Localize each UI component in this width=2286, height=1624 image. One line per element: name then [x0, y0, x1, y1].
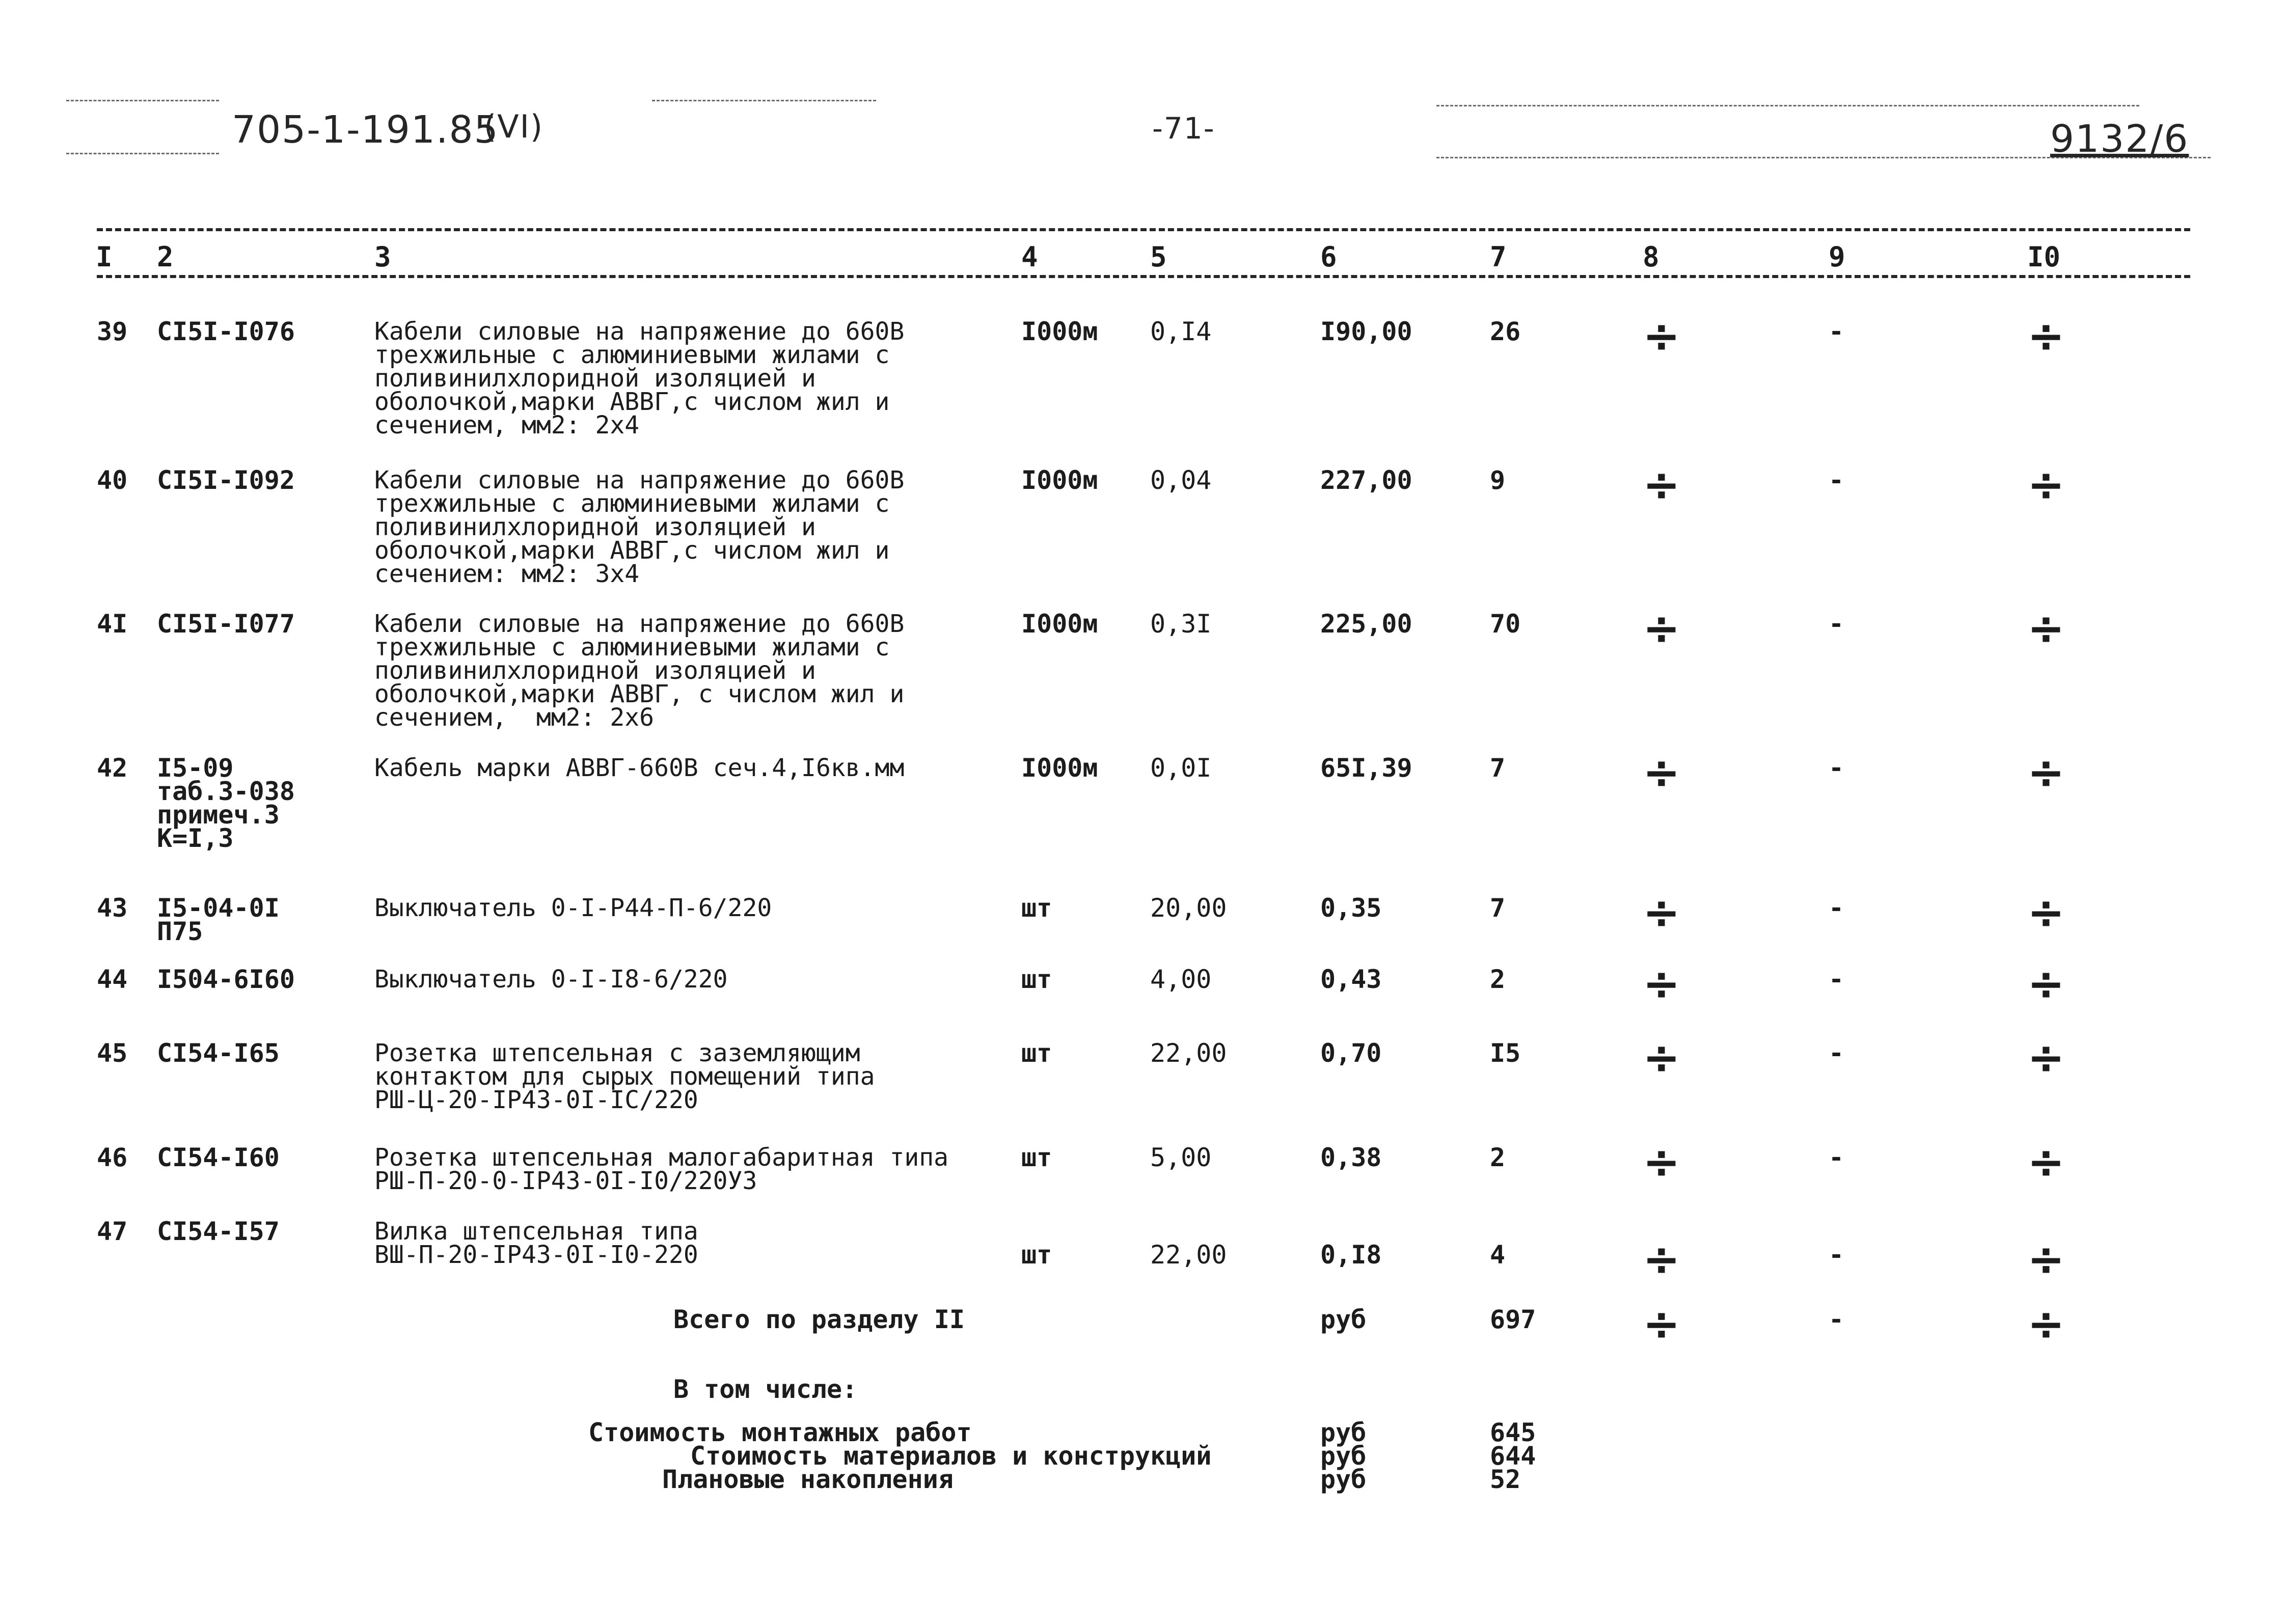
unit-price: 0,I8 — [1320, 1240, 1382, 1270]
col9-value: - — [1829, 1143, 1844, 1172]
col9-value: - — [1829, 965, 1844, 994]
col10-value: ÷ — [2027, 886, 2065, 939]
col9-value: - — [1829, 317, 1844, 346]
row-number: 39 — [97, 317, 128, 346]
total-cost: 2 — [1490, 965, 1506, 994]
item-description: Вилка штепсельная типа ВШ-П-20-IР43-0I-I0-220 — [374, 1217, 698, 1269]
section-total-unit: руб — [1320, 1305, 1367, 1334]
column-header: 8 — [1643, 241, 1659, 273]
col8-value: ÷ — [1643, 1031, 1680, 1084]
item-description: Розетка штепсельная с заземляющим контактом для сырых помещений типа РШ-Ц-20-IР43-0I-IС/220 — [374, 1039, 875, 1114]
col9-value: - — [1829, 893, 1844, 923]
col8-value: ÷ — [1643, 957, 1680, 1010]
unit-price: 65I,39 — [1320, 753, 1412, 783]
row-number: 44 — [97, 965, 128, 994]
breakdown-unit: руб — [1320, 1465, 1367, 1494]
quantity: 22,00 — [1150, 1240, 1227, 1270]
col10-value: ÷ — [2027, 957, 2065, 1010]
unit-price: 0,35 — [1320, 893, 1382, 923]
including-label: В том числе: — [673, 1374, 858, 1404]
column-header: I — [96, 241, 113, 273]
col8-value: ÷ — [1643, 746, 1680, 799]
unit-price: 225,00 — [1320, 609, 1412, 639]
breakdown-label: Стоимость монтажных работ — [588, 1418, 972, 1447]
unit: шт — [1021, 965, 1052, 994]
norm-code: CI5I-I076 — [157, 317, 295, 346]
column-header: I0 — [2027, 241, 2061, 273]
item-description: Розетка штепсельная малогабаритная типа РШ-П-20-0-IР43-0I-I0/220У3 — [374, 1143, 949, 1195]
col8-value: ÷ — [1643, 1233, 1680, 1285]
row-number: 42 — [97, 753, 128, 783]
quantity: 0,0I — [1150, 753, 1212, 783]
quantity: 22,00 — [1150, 1038, 1227, 1068]
row-number: 43 — [97, 893, 128, 923]
quantity: 20,00 — [1150, 893, 1227, 923]
norm-code: CI54-I65 — [157, 1038, 280, 1068]
norm-code: CI5I-I092 — [157, 465, 295, 495]
breakdown-unit: руб — [1320, 1418, 1367, 1447]
norm-code: I504-6I60 — [157, 965, 295, 994]
unit: шт — [1021, 1143, 1052, 1172]
item-description: Кабели силовые на напряжение до 660В трехжильные с алюминиевыми жилами с поливинилхлоридной изоляцией и оболочкой,марки АВВГ, с числом жил и сечением, мм2: 2х6 — [374, 610, 905, 732]
total-cost: 9 — [1490, 465, 1506, 495]
row-number: 46 — [97, 1143, 128, 1172]
row-number: 47 — [97, 1217, 128, 1246]
item-description: Выключатель 0-I-I8-6/220 — [374, 965, 728, 994]
unit-price: 0,38 — [1320, 1143, 1382, 1172]
norm-code: CI54-I57 — [157, 1217, 280, 1246]
col10-value: ÷ — [2027, 602, 2065, 654]
volume-mark: (VI) — [484, 108, 544, 145]
total-cost: I5 — [1490, 1038, 1521, 1068]
unit: шт — [1021, 1240, 1052, 1270]
breakdown-label: Стоимость материалов и конструкций — [690, 1441, 1212, 1471]
total-cost: 4 — [1490, 1240, 1506, 1270]
norm-code: CI5I-I077 — [157, 609, 295, 639]
sheet-code: 9132/6 — [2050, 117, 2189, 161]
col10-value: ÷ — [2027, 746, 2065, 799]
section-total-col8: ÷ — [1643, 1298, 1680, 1350]
row-number: 45 — [97, 1038, 128, 1068]
document-number: 705-1-191.85 — [232, 108, 499, 152]
breakdown-unit: руб — [1320, 1441, 1367, 1471]
quantity: 0,I4 — [1150, 317, 1212, 346]
section-total-col10: ÷ — [2027, 1298, 2065, 1350]
col8-value: ÷ — [1643, 602, 1680, 654]
column-header: 4 — [1021, 241, 1038, 273]
section-total-label: Всего по разделу II — [673, 1305, 965, 1334]
section-total-col9: - — [1829, 1305, 1844, 1334]
quantity: 0,04 — [1150, 465, 1212, 495]
total-cost: 7 — [1490, 753, 1506, 783]
col8-value: ÷ — [1643, 310, 1680, 362]
col10-value: ÷ — [2027, 310, 2065, 362]
column-header: 7 — [1490, 241, 1507, 273]
col8-value: ÷ — [1643, 458, 1680, 511]
breakdown-value: 645 — [1490, 1418, 1536, 1447]
col10-value: ÷ — [2027, 1136, 2065, 1188]
table-top-rule — [97, 228, 2190, 231]
breakdown-value: 644 — [1490, 1441, 1536, 1471]
unit-price: 0,43 — [1320, 965, 1382, 994]
total-cost: 7 — [1490, 893, 1506, 923]
col9-value: - — [1829, 1038, 1844, 1068]
row-number: 4I — [97, 609, 128, 639]
column-header: 9 — [1829, 241, 1845, 273]
unit: шт — [1021, 893, 1052, 923]
col9-value: - — [1829, 609, 1844, 639]
unit-price: 227,00 — [1320, 465, 1412, 495]
col9-value: - — [1829, 1240, 1844, 1270]
column-header: 3 — [374, 241, 391, 273]
section-total-value: 697 — [1490, 1305, 1536, 1334]
breakdown-label: Плановые накопления — [662, 1465, 954, 1494]
item-description: Кабели силовые на напряжение до 660В трехжильные с алюминиевыми жилами с поливинилхлоридной изоляцией и оболочкой,марки АВВГ,с числом жил и сечением: мм2: 3х4 — [374, 466, 905, 588]
column-header: 2 — [157, 241, 174, 273]
unit: I000м — [1021, 317, 1098, 346]
unit: шт — [1021, 1038, 1052, 1068]
row-number: 40 — [97, 465, 128, 495]
col10-value: ÷ — [2027, 1031, 2065, 1084]
total-cost: 70 — [1490, 609, 1521, 639]
column-header: 5 — [1150, 241, 1167, 273]
item-description: Выключатель 0-I-Р44-П-6/220 — [374, 894, 772, 922]
quantity: 4,00 — [1150, 965, 1212, 994]
col9-value: - — [1829, 465, 1844, 495]
total-cost: 26 — [1490, 317, 1521, 346]
column-header: 6 — [1320, 241, 1337, 273]
unit: I000м — [1021, 753, 1098, 783]
total-cost: 2 — [1490, 1143, 1506, 1172]
unit: I000м — [1021, 609, 1098, 639]
breakdown-value: 52 — [1490, 1465, 1521, 1494]
unit-price: I90,00 — [1320, 317, 1412, 346]
item-description: Кабели силовые на напряжение до 660В трехжильные с алюминиевыми жилами с поливинилхлоридной изоляцией и оболочкой,марки АВВГ,с числом жил и сечением, мм2: 2х4 — [374, 317, 905, 439]
unit: I000м — [1021, 465, 1098, 495]
quantity: 0,3I — [1150, 609, 1212, 639]
unit-price: 0,70 — [1320, 1038, 1382, 1068]
table-header-rule — [97, 275, 2190, 278]
page-number: -71- — [1152, 111, 1215, 146]
col8-value: ÷ — [1643, 1136, 1680, 1188]
col10-value: ÷ — [2027, 458, 2065, 511]
item-description: Кабель марки АВВГ-660В сеч.4,I6кв.мм — [374, 754, 905, 782]
col9-value: - — [1829, 753, 1844, 783]
col10-value: ÷ — [2027, 1233, 2065, 1285]
norm-code: I5-09 таб.3-038 примеч.3 К=I,3 — [157, 753, 295, 853]
col8-value: ÷ — [1643, 886, 1680, 939]
norm-code: CI54-I60 — [157, 1143, 280, 1172]
norm-code: I5-04-0I П75 — [157, 893, 280, 946]
quantity: 5,00 — [1150, 1143, 1212, 1172]
